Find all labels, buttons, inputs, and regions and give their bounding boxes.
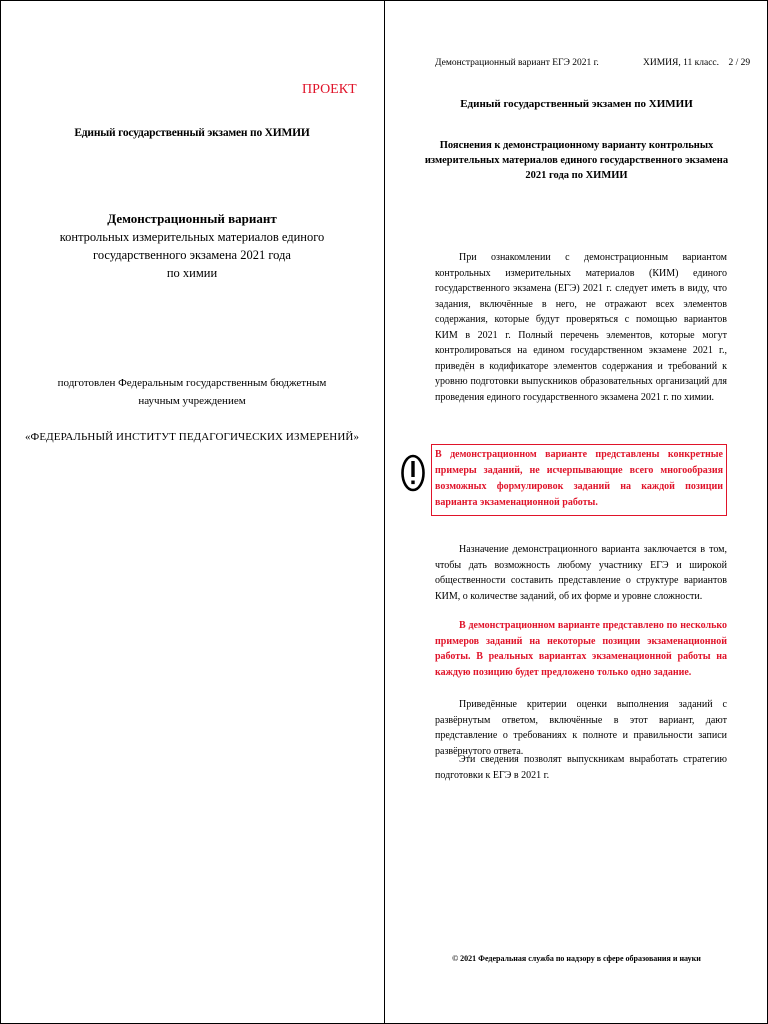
exam-title-right: Единый государственный экзамен по ХИМИИ (460, 98, 693, 110)
demo-line: контрольных измерительных материалов единого (59, 230, 325, 244)
paragraph-purpose: Назначение демонстрационного варианта заключается в том, чтобы дать возможность любому участнику ЕГЭ и широкой общественности составить представление о структуре вариантов КИМ, о количестве заданий, об их форме и уровне сложности. (435, 544, 727, 602)
running-header-left: Демонстрационный вариант ЕГЭ 2021 г. (435, 58, 599, 68)
warning-box: В демонстрационном варианте представлены конкретные примеры заданий, не исчерпывающие всего многообразия возможных формулировок заданий на каждой позиции варианта экзаменационной работы. (431, 444, 727, 516)
right-page (385, 0, 768, 1024)
copyright-footer: © 2021 Федеральная служба по надзору в сфере образования и науки (452, 954, 701, 963)
explanation-line: Пояснения к демонстрационному варианту контрольных (439, 140, 714, 151)
running-header-right: ХИМИЯ, 11 класс. 2 / 29 (643, 58, 751, 68)
institute-name: «ФЕДЕРАЛЬНЫЙ ИНСТИТУТ ПЕДАГОГИЧЕСКИХ ИЗМЕРЕНИЙ» (24, 431, 360, 443)
explanation-line: 2021 года по ХИМИИ (525, 170, 628, 181)
exam-title: Единый государственный экзамен по ХИМИИ (74, 127, 310, 139)
demo-block (0, 210, 384, 282)
demo-line: государственного экзамена 2021 года (93, 248, 291, 262)
demo-heading: Демонстрационный вариант (107, 211, 277, 226)
demo-line: по химии (166, 266, 218, 280)
prepared-line: научным учреждением (138, 395, 246, 407)
paragraph-highlight: В демонстрационном варианте представлено по несколько примеров заданий на некоторые позиции экзаменационной работы. В реальных вариантах экзаменационной работы на каждую позицию будет предложено только одно задание. (435, 620, 727, 678)
explanation-heading (385, 138, 768, 183)
exclamation-circle-icon (401, 452, 425, 494)
prepared-by (0, 374, 384, 410)
project-stamp: ПРОЕКТ (302, 82, 357, 97)
explanation-line: измерительных материалов единого государственного экзамена (424, 155, 729, 166)
paragraph-criteria: Приведённые критерии оценки выполнения заданий с развёрнутым ответом, включённые в этот вариант, дают представление о требованиях к полноте и правильности записи развёрнутого ответа. (435, 699, 727, 757)
paragraph-strategy: Эти сведения позволят выпускникам выработать стратегию подготовки к ЕГЭ в 2021 г. (435, 754, 727, 781)
prepared-line: подготовлен Федеральным государственным бюджетным (57, 377, 327, 389)
paragraph-intro: При ознакомлении с демонстрационным вариантом контрольных измерительных материалов (КИМ) единого государственного экзамена (ЕГЭ) 2021 г. следует иметь в виду, что задания, включённые в него, не отражают всех элементов содержания, которые будут проверяться с помощью вариантов КИМ в 2021 г. Полный перечень элементов, которые могут контролироваться на едином государственном экзамене 2021 г., приведён в кодификаторе элементов содержания и требований к уровню подготовки выпускников образовательных организаций для проведения единого государственного экзамена 2021 г. по химии. (435, 252, 727, 403)
